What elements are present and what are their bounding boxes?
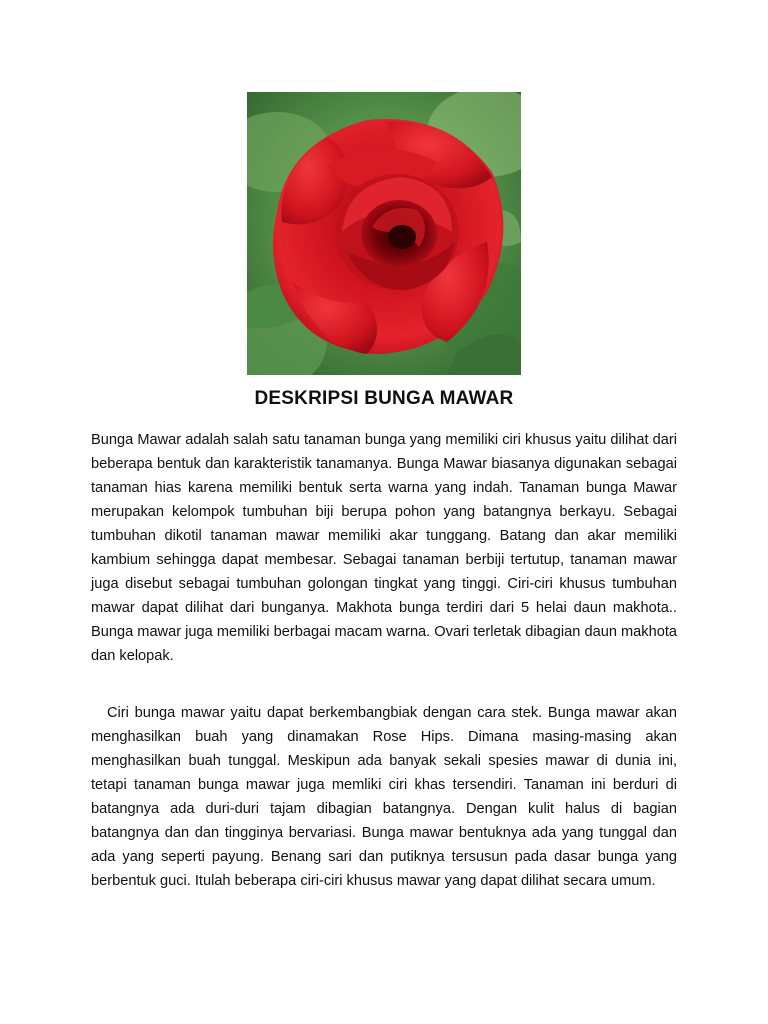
paragraph-2: Ciri bunga mawar yaitu dapat berkembangbiak dengan cara stek. Bunga mawar akan menghasilkan buah yang dinamakan Rose Hips. Dimana masing-masing akan menghasilkan buah tunggal. Meskipun ada banyak sekali spesies mawar di dunia ini, tetapi tanaman bunga mawar juga memliki ciri khas tersendiri. Tanaman ini berduri di batangnya ada duri-duri tajam dibagian batangnya. Dengan kulit halus di bagian batangnya dan dan tingginya bervariasi. Bunga mawar bentuknya ada yang tunggal dan ada yang seperti payung. Benang sari dan putiknya tersusun pada dasar bunga yang berbentuk guci. Itulah beberapa ciri-ciri khusus mawar yang dapat dilihat secara umum. <box>91 705 677 889</box>
rose-photo <box>247 92 521 375</box>
document-title: DESKRIPSI BUNGA MAWAR <box>254 388 514 409</box>
paragraph-1: Bunga Mawar adalah salah satu tanaman bunga yang memiliki ciri khusus yaitu dilihat dari beberapa bentuk dan karakteristik tanamanya. Bunga Mawar biasanya digunakan sebagai tanaman hias karena memiliki bentuk serta warna yang indah. Tanaman bunga Mawar merupakan kelompok tumbuhan biji berupa pohon yang batangnya berkayu. Sebagai tumbuhan dikotil tanaman mawar memiliki akar tunggang. Batang dan akar memiliki kambium sehingga dapat membesar. Sebagai tanaman berbiji tertutup, tanaman mawar juga disebut sebagai tumbuhan golongan tingkat yang tinggi. Ciri-ciri khusus tumbuhan mawar dapat dilihat dari bunganya. Makhota bunga terdiri dari 5 helai daun makhota.. Bunga mawar juga memiliki berbagai macam warna. Ovari terletak dibagian daun makhota dan kelopak. <box>91 432 677 664</box>
